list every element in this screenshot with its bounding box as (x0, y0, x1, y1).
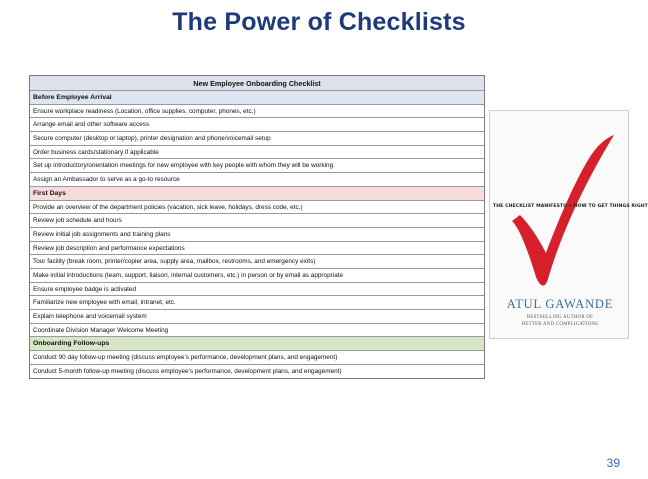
checklist-title: New Employee Onboarding Checklist (30, 76, 484, 91)
onboarding-checklist-table (29, 75, 485, 379)
book-header-text: THE CHECKLIST MANIFESTO • HOW TO GET THINGS RIGHT (493, 204, 648, 209)
section-heading-before-arrival: Before Employee Arrival (30, 91, 484, 105)
checklist-item: Conduct 5-month follow-up meeting (discuss employee’s performance, development plans, and engagement) (30, 365, 484, 379)
checklist-item: Arrange email and other software access (30, 118, 484, 132)
book-tagline-line-2: BETTER AND COMPLICATIONS (521, 322, 599, 327)
checklist-item: Review job description and performance expectations (30, 242, 484, 256)
checklist-item: Order business cards/stationary if applicable (30, 146, 484, 160)
checklist-item: Familiarize new employee with email, intranet, etc. (30, 296, 484, 310)
page-number: 39 (606, 456, 620, 470)
book-cover-image (489, 110, 648, 339)
section-heading-first-days: First Days (30, 187, 484, 201)
checklist-item: Conduct 90 day follow-up meeting (discuss employee’s performance, development plans, and engagement) (30, 351, 484, 365)
book-tagline-line-1: BESTSELLING AUTHOR OF (526, 315, 594, 320)
book-author: ATUL GAWANDE (506, 297, 614, 311)
checklist-item: Ensure workplace readiness (Location, office supplies, computer, phones, etc.) (30, 105, 484, 119)
checklist-item: Explain telephone and voicemail system (30, 310, 484, 324)
slide-title: The Power of Checklists (172, 8, 466, 36)
checklist-item: Secure computer (desktop or laptop), printer designation and phone/voicemail setup (30, 132, 484, 146)
checklist-item: Review initial job assignments and training plans (30, 228, 484, 242)
section-heading-follow-ups: Onboarding Follow-ups (30, 337, 484, 351)
checklist-item: Make initial introductions (team, support, liaison, internal customers, etc.) in person or by email as appropriate (30, 269, 484, 283)
checklist-item: Tour facility (break room, printer/copier area, supply area, mailbox, restrooms, and emergency exits) (30, 255, 484, 269)
checklist-item: Coordinate Division Manager Welcome Meeting (30, 324, 484, 338)
checklist-item: Provide an overview of the department policies (vacation, sick leave, holidays, dress code, etc.) (30, 201, 484, 215)
checklist-item: Set up introductory/orientation meetings for new employee with key people with whom they will be working (30, 159, 484, 173)
checklist-item: Ensure employee badge is activated (30, 283, 484, 297)
checklist-item: Review job schedule and hours (30, 214, 484, 228)
checklist-item: Assign an Ambassador to serve as a go-to resource (30, 173, 484, 187)
